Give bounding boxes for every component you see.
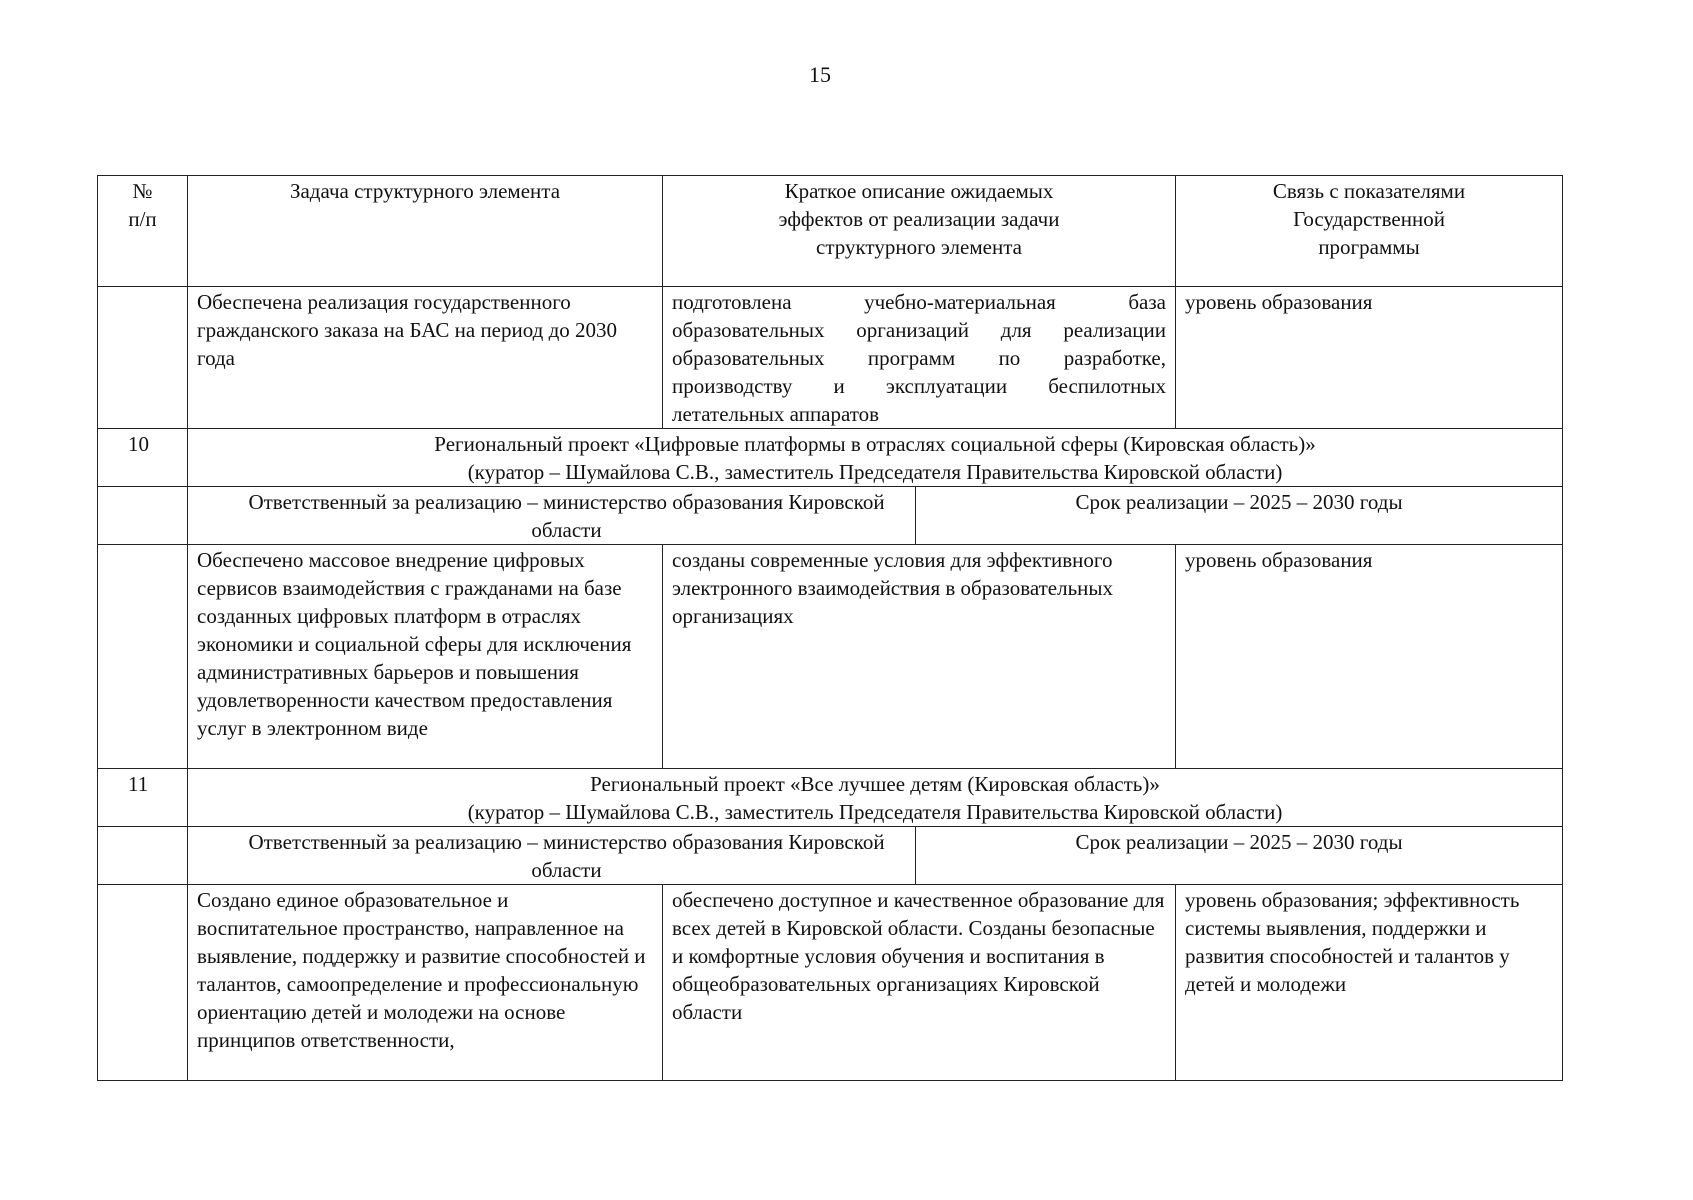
row-link: уровень образования (1176, 545, 1563, 769)
table-header-row (98, 176, 1563, 287)
row-link: уровень образования; эффективность системы выявления, поддержки и развития способностей и талантов у детей и молодежи (1176, 885, 1563, 1081)
table-row (98, 287, 1563, 429)
responsible-text: Ответственный за реализацию – министерство образования Кировской области (188, 487, 916, 544)
row-effects: подготовлена учебно-материальная база образовательных организаций для реализации образовательных программ по разработке, производству и эксплуатации беспилотных летательных аппаратов (663, 287, 1176, 429)
responsible-term-cell (188, 827, 1563, 885)
row-num-empty (98, 885, 188, 1081)
page-number: 15 (809, 62, 831, 87)
project-responsible-row (98, 487, 1563, 545)
term-text: Срок реализации – 2025 – 2030 годы (1075, 490, 1403, 514)
project-header-row (98, 429, 1563, 487)
row-task: Обеспечена реализация государственного гражданского заказа на БАС на период до 2030 года (188, 287, 663, 429)
table-row (98, 885, 1563, 1081)
row-task: Обеспечено массовое внедрение цифровых сервисов взаимодействия с гражданами на базе созданных цифровых платформ в отраслях экономики и социальной сферы для исключения административных барьеров и повышения удовлетворенности качеством предоставления услуг в электронном виде (188, 545, 663, 769)
project-title: Региональный проект «Цифровые платформы в отраслях социальной сферы (Кировская область)» (434, 432, 1316, 456)
project-title-cell (188, 429, 1563, 487)
table-row (98, 545, 1563, 769)
project-num: 10 (98, 429, 188, 487)
responsible-term-cell (188, 487, 1563, 545)
row-task: Создано единое образовательное и воспитательное пространство, направленное на выявление, поддержку и развитие способностей и талантов, самоопределение и профессиональную ориентацию детей и молодежи на основе принципов ответственности, (188, 885, 663, 1081)
row-effects: созданы современные условия для эффективного электронного взаимодействия в образовательных организациях (663, 545, 1176, 769)
row-link: уровень образования (1176, 287, 1563, 429)
project-title: Региональный проект «Все лучшее детям (Кировская область)» (590, 772, 1160, 796)
project-title-cell (188, 769, 1563, 827)
header-effects: Краткое описание ожидаемых эффектов от реализации задачи структурного элемента (663, 176, 1176, 287)
project-curator: (куратор – Шумайлова С.В., заместитель Председателя Правительства Кировской области) (467, 460, 1283, 484)
row-effects: обеспечено доступное и качественное образование для всех детей в Кировской области. Созданы безопасные и комфортные условия обучения и воспитания в общеобразовательных организациях Кировской области (663, 885, 1176, 1081)
project-header-row (98, 769, 1563, 827)
row-num-empty (98, 487, 188, 545)
responsible-text: Ответственный за реализацию – министерство образования Кировской области (188, 827, 916, 884)
header-link: Связь с показателями Государственной программы (1176, 176, 1563, 287)
row-num-empty (98, 287, 188, 429)
row-num-empty (98, 545, 188, 769)
project-responsible-row (98, 827, 1563, 885)
header-task: Задача структурного элемента (188, 176, 663, 287)
program-table (97, 175, 1563, 1081)
project-curator: (куратор – Шумайлова С.В., заместитель Председателя Правительства Кировской области) (467, 800, 1283, 824)
project-num: 11 (98, 769, 188, 827)
row-num-empty (98, 827, 188, 885)
term-text: Срок реализации – 2025 – 2030 годы (1075, 830, 1403, 854)
header-num: № п/п (98, 176, 188, 287)
